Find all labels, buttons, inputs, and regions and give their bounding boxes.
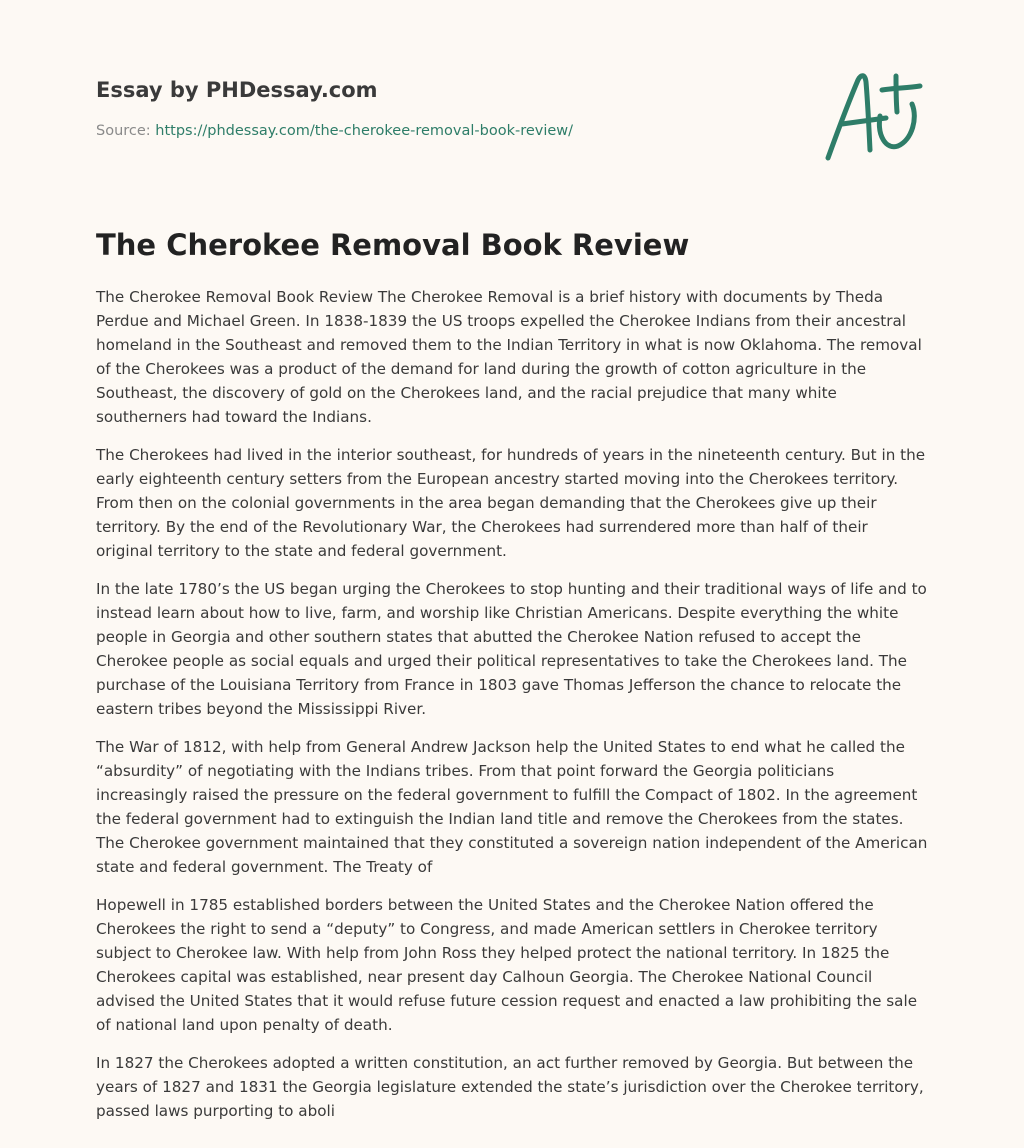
paragraph: The Cherokee Removal Book Review The Cherokee Removal is a brief history with documents by Theda Perdue and Michael Green. In 1838-1839 the US troops expelled the Cherokee Indians from their ancestral homeland in the Southeast and removed them to the Indian Territory in what is now Oklahoma. The removal of the Cherokees was a product of the demand for land during the growth of cotton agriculture in the Southeast, the discovery of gold on the Cherokees land, and the racial prejudice that many white southerners had toward the Indians.: [96, 288, 922, 426]
paragraph: In the late 1780’s the US began urging the Cherokees to stop hunting and their traditional ways of life and to instead learn about how to live, farm, and worship like Christian Americans. Despite everything the white people in Georgia and other southern states that abutted the Cherokee Nation refused to accept the Cherokee people as social equals and urged their political representatives to take the Cherokees land. The purchase of the Louisiana Territory from France in 1803 gave Thomas Jefferson the chance to relocate the eastern tribes beyond the Mississippi River.: [96, 580, 927, 718]
paragraph: The Cherokees had lived in the interior southeast, for hundreds of years in the nineteenth century. But in the early eighteenth century setters from the European ancestry started moving into the Cherokees territory. From then on the colonial governments in the area began demanding that the Cherokees give up their territory. By the end of the Revolutionary War, the Cherokees had surrendered more than half of their original territory to the state and federal government.: [96, 446, 926, 560]
paragraph: The War of 1812, with help from General Andrew Jackson help the United States to end what he called the “absurdity” of negotiating with the Indians tribes. From that point forward the Georgia politicians increasingly raised the pressure on the federal government to fulfill the Compact of 1802. In the agreement the federal government had to extinguish the Indian land title and remove the Cherokees from the states. The Cherokee government maintained that they constituted a sovereign nation independent of the American state and federal government. The Treaty of: [96, 738, 928, 876]
site-brand: Essay by PHDessay.com: [96, 78, 378, 102]
a-plus-grade-icon: [820, 66, 930, 166]
source-line: [96, 121, 796, 141]
source-label: Source:: [96, 123, 151, 139]
article-body: [96, 285, 928, 1137]
article-title: The Cherokee Removal Book Review: [96, 228, 690, 262]
header: [96, 76, 796, 141]
source-link[interactable]: https://phdessay.com/the-cherokee-removal-book-review/: [155, 123, 574, 139]
paragraph: Hopewell in 1785 established borders between the United States and the Cherokee Nation offered the Cherokees the right to send a “deputy” to Congress, and made American settlers in Cherokee territory subject to Cherokee law. With help from John Ross they helped protect the national territory. In 1825 the Cherokees capital was established, near present day Calhoun Georgia. The Cherokee National Council advised the United States that it would refuse future cession request and enacted a law prohibiting the sale of national land upon penalty of death.: [96, 896, 918, 1034]
paragraph: In 1827 the Cherokees adopted a written constitution, an act further removed by Georgia. But between the years of 1827 and 1831 the Georgia legislature extended the state’s jurisdiction over the Cherokee territory, passed laws purporting to aboli: [96, 1054, 924, 1120]
